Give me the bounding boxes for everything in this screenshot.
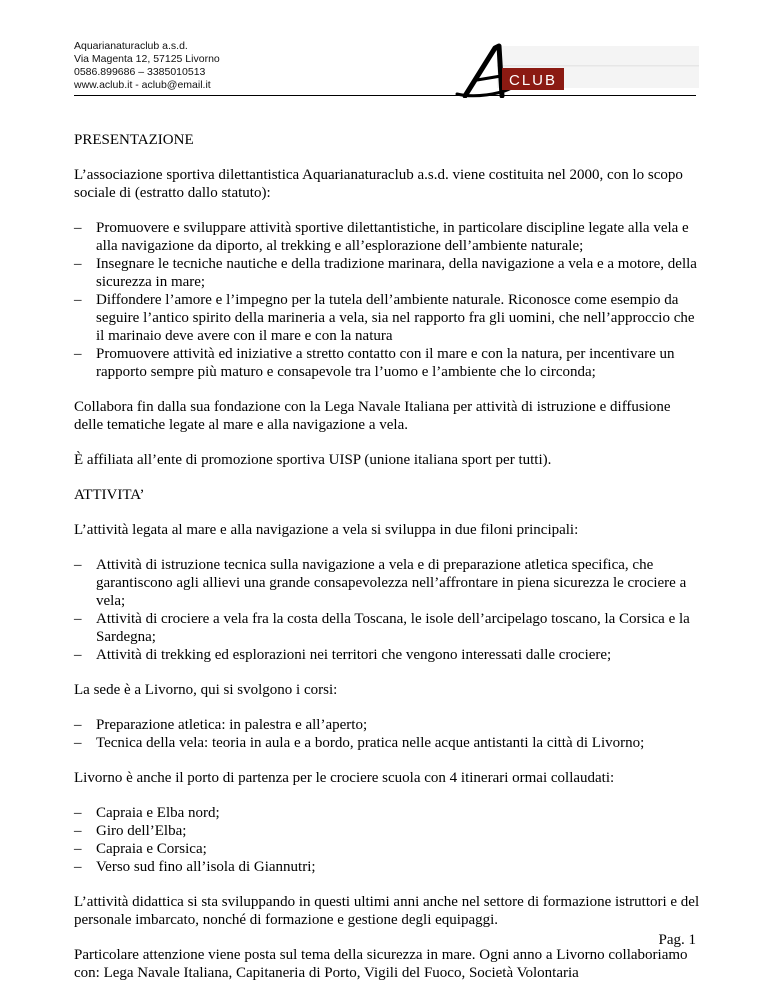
list-item: – Attività di crociere a vela fra la costa della Toscana, le isole dell’arcipelago toscano, la Corsica e la Sardegna; [74, 610, 700, 646]
document-body [74, 131, 700, 999]
list-item: – Giro dell’Elba; [74, 822, 700, 840]
page-number: Pag. 1 [658, 932, 696, 948]
aclub-logo [455, 40, 700, 98]
list-item: – Capraia e Corsica; [74, 840, 700, 858]
heading-attivita: ATTIVITA’ [74, 487, 145, 503]
list-item: – Insegnare le tecniche nautiche e della tradizione marinara, della navigazione a vela e a motore, della sicurezza in mare; [74, 255, 700, 291]
statute-list [74, 219, 700, 381]
heading-presentazione: PRESENTAZIONE [74, 132, 194, 148]
itinerari-list [74, 804, 700, 876]
list-item: – Capraia e Elba nord; [74, 804, 700, 822]
logo-club-text: CLUB [508, 72, 558, 89]
sede-paragraph: La sede è a Livorno, qui si svolgono i corsi: [74, 682, 338, 698]
list-item: – Verso sud fino all’isola di Giannutri; [74, 858, 700, 876]
didattica-paragraph: L’attività didattica si sta sviluppando in questi ultimi anni anche nel settore di formazione istruttori e del personale imbarcato, nonché di formazione e gestione degli equipaggi. [74, 894, 700, 928]
list-item: – Promuovere e sviluppare attività sportive dilettantistiche, in particolare discipline legate alla vela e alla navigazione da diporto, al trekking e all’esplorazione dell’ambiente naturale; [74, 219, 700, 255]
header-divider [74, 95, 696, 96]
list-item: – Attività di istruzione tecnica sulla navigazione a vela e di preparazione atletica specifica, che garantiscono agli allievi una grande consapevolezza nell’affrontare in piena sicurezza le crociere a vela; [74, 556, 700, 610]
corsi-list [74, 716, 700, 752]
header-phone: 0586.899686 – 3385010513 [74, 66, 206, 78]
list-item: – Attività di trekking ed esplorazioni nei territori che vengono interessati dalle crociere; [74, 646, 700, 664]
header-org-name: Aquarianaturaclub a.s.d. [74, 40, 188, 52]
intro-paragraph: L’associazione sportiva dilettantistica Aquarianaturaclub a.s.d. viene costituita nel 2000, con lo scopo sociale di (estratto dallo statuto): [74, 167, 683, 201]
porto-paragraph: Livorno è anche il porto di partenza per le crociere scuola con 4 itinerari ormai collaudati: [74, 770, 615, 786]
header-web-email: www.aclub.it - aclub@email.it [74, 79, 211, 91]
collabora-paragraph: Collabora fin dalla sua fondazione con la Lega Navale Italiana per attività di istruzione e diffusione delle tematiche legate al mare e alla navigazione a vela. [74, 399, 671, 433]
header-address: Via Magenta 12, 57125 Livorno [74, 53, 220, 65]
list-item: – Diffondere l’amore e l’impegno per la tutela dell’ambiente naturale. Riconosce come esempio da seguire l’antico spirito della marineria a vela, sia nel rapporto fra gli uomini, che nell’approccio che il marinaio deve avere con il mare e con la natura [74, 291, 700, 345]
list-item: – Tecnica della vela: teoria in aula e a bordo, pratica nelle acque antistanti la città di Livorno; [74, 734, 700, 752]
attivita-intro: L’attività legata al mare e alla navigazione a vela si sviluppa in due filoni principali: [74, 522, 579, 538]
attivita-list [74, 556, 700, 664]
affiliata-paragraph: È affiliata all’ente di promozione sportiva UISP (unione italiana sport per tutti). [74, 452, 552, 468]
list-item: – Preparazione atletica: in palestra e all’aperto; [74, 716, 700, 734]
list-item: – Promuovere attività ed iniziative a stretto contatto con il mare e con la natura, per incentivare un rapporto sempre più maturo e consapevole tra l’uomo e l’ambiente che lo circonda; [74, 345, 700, 381]
header-address-block [74, 40, 220, 92]
sicurezza-paragraph: Particolare attenzione viene posta sul tema della sicurezza in mare. Ogni anno a Livorno collaboriamo con: Lega Navale Italiana, Capitaneria di Porto, Vigili del Fuoco, Società Volontaria [74, 947, 688, 981]
